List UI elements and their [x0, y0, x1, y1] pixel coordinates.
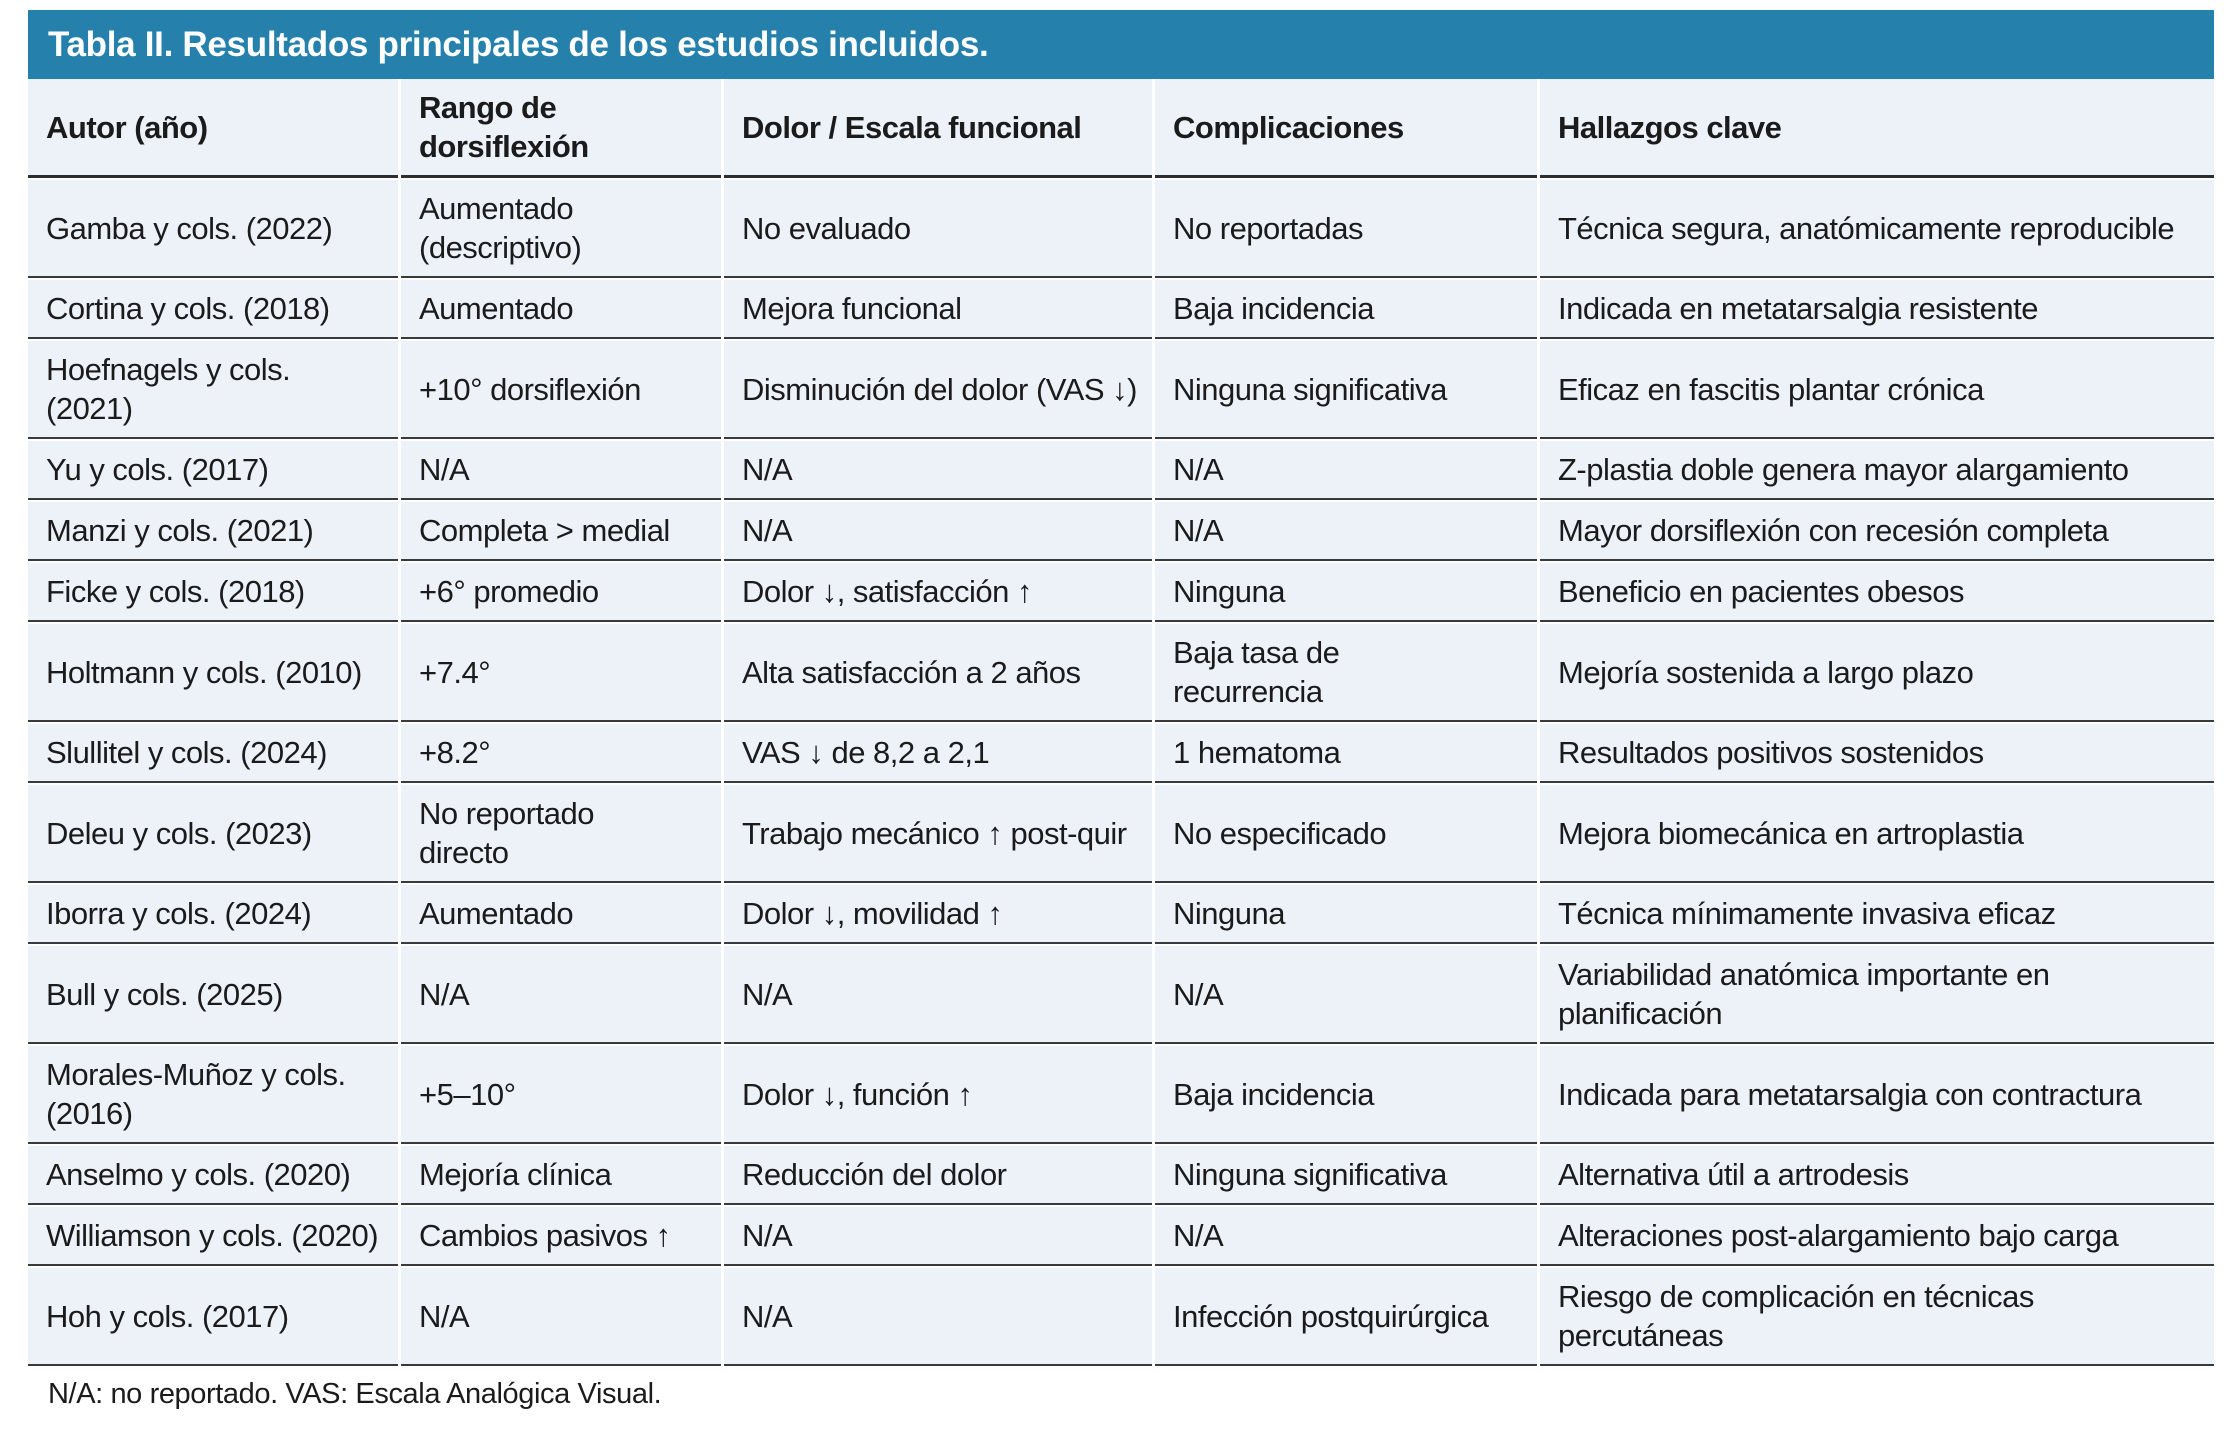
- cell-hallazgos: Indicada para metatarsalgia con contractura: [1540, 1046, 2214, 1144]
- table-row: [28, 1146, 2214, 1205]
- cell-autor: Hoefnagels y cols. (2021): [28, 341, 398, 439]
- table-title: Tabla II. Resultados principales de los estudios incluidos.: [28, 10, 2214, 79]
- cell-complicaciones: N/A: [1155, 441, 1537, 500]
- cell-rango: +7.4°: [401, 624, 721, 722]
- cell-autor: Ficke y cols. (2018): [28, 563, 398, 622]
- cell-complicaciones: Ninguna significativa: [1155, 341, 1537, 439]
- table-row: [28, 1207, 2214, 1266]
- cell-complicaciones: Ninguna: [1155, 563, 1537, 622]
- table-footnote: N/A: no reportado. VAS: Escala Analógica Visual.: [48, 1378, 662, 1410]
- cell-autor: Gamba y cols. (2022): [28, 180, 398, 278]
- table-row: [28, 502, 2214, 561]
- cell-autor: Iborra y cols. (2024): [28, 885, 398, 944]
- cell-dolor: N/A: [724, 946, 1152, 1044]
- cell-complicaciones: N/A: [1155, 946, 1537, 1044]
- cell-hallazgos: Técnica segura, anatómicamente reproducible: [1540, 180, 2214, 278]
- cell-rango: Mejoría clínica: [401, 1146, 721, 1205]
- table-row: [28, 624, 2214, 722]
- cell-complicaciones: Infección postquirúrgica: [1155, 1268, 1537, 1366]
- cell-rango: Aumentado (descriptivo): [401, 180, 721, 278]
- cell-dolor: Disminución del dolor (VAS ↓): [724, 341, 1152, 439]
- cell-autor: Bull y cols. (2025): [28, 946, 398, 1044]
- table-row: [28, 724, 2214, 783]
- cell-autor: Manzi y cols. (2021): [28, 502, 398, 561]
- column-header-dolor-escala: Dolor / Escala funcional: [724, 79, 1152, 178]
- cell-rango: +10° dorsiflexión: [401, 341, 721, 439]
- cell-complicaciones: N/A: [1155, 502, 1537, 561]
- cell-rango: N/A: [401, 441, 721, 500]
- results-table: [28, 10, 2214, 1411]
- cell-autor: Williamson y cols. (2020): [28, 1207, 398, 1266]
- cell-autor: Morales-Muñoz y cols. (2016): [28, 1046, 398, 1144]
- column-header-hallazgos: Hallazgos clave: [1540, 79, 2214, 178]
- cell-rango: +8.2°: [401, 724, 721, 783]
- cell-dolor: N/A: [724, 441, 1152, 500]
- cell-hallazgos: Técnica mínimamente invasiva eficaz: [1540, 885, 2214, 944]
- cell-hallazgos: Mejoría sostenida a largo plazo: [1540, 624, 2214, 722]
- table-row: [28, 280, 2214, 339]
- cell-dolor: Dolor ↓, función ↑: [724, 1046, 1152, 1144]
- cell-hallazgos: Eficaz en fascitis plantar crónica: [1540, 341, 2214, 439]
- cell-complicaciones: Baja incidencia: [1155, 280, 1537, 339]
- cell-hallazgos: Alternativa útil a artrodesis: [1540, 1146, 2214, 1205]
- cell-autor: Hoh y cols. (2017): [28, 1268, 398, 1366]
- cell-dolor: Reducción del dolor: [724, 1146, 1152, 1205]
- table-row: [28, 946, 2214, 1044]
- cell-dolor: N/A: [724, 1268, 1152, 1366]
- table-row: [28, 1268, 2214, 1366]
- cell-rango: +6° promedio: [401, 563, 721, 622]
- column-header-autor: Autor (año): [28, 79, 398, 178]
- cell-rango: Aumentado: [401, 885, 721, 944]
- cell-autor: Holtmann y cols. (2010): [28, 624, 398, 722]
- table-header-row: [28, 79, 2214, 178]
- cell-complicaciones: No reportadas: [1155, 180, 1537, 278]
- table-row: [28, 885, 2214, 944]
- cell-autor: Anselmo y cols. (2020): [28, 1146, 398, 1205]
- cell-autor: Cortina y cols. (2018): [28, 280, 398, 339]
- cell-autor: Slullitel y cols. (2024): [28, 724, 398, 783]
- table-row: [28, 563, 2214, 622]
- cell-complicaciones: Baja incidencia: [1155, 1046, 1537, 1144]
- cell-complicaciones: N/A: [1155, 1207, 1537, 1266]
- cell-complicaciones: Ninguna: [1155, 885, 1537, 944]
- cell-hallazgos: Indicada en metatarsalgia resistente: [1540, 280, 2214, 339]
- cell-autor: Yu y cols. (2017): [28, 441, 398, 500]
- cell-dolor: N/A: [724, 502, 1152, 561]
- cell-rango: +5–10°: [401, 1046, 721, 1144]
- table-row: [28, 441, 2214, 500]
- table-row: [28, 785, 2214, 883]
- cell-rango: No reportado directo: [401, 785, 721, 883]
- cell-dolor: Mejora funcional: [724, 280, 1152, 339]
- cell-rango: Aumentado: [401, 280, 721, 339]
- cell-dolor: Trabajo mecánico ↑ post-quir: [724, 785, 1152, 883]
- cell-dolor: No evaluado: [724, 180, 1152, 278]
- table-row: [28, 341, 2214, 439]
- cell-dolor: Alta satisfacción a 2 años: [724, 624, 1152, 722]
- cell-dolor: Dolor ↓, satisfacción ↑: [724, 563, 1152, 622]
- cell-dolor: N/A: [724, 1207, 1152, 1266]
- cell-hallazgos: Z-plastia doble genera mayor alargamiento: [1540, 441, 2214, 500]
- cell-hallazgos: Variabilidad anatómica importante en planificación: [1540, 946, 2214, 1044]
- cell-dolor: VAS ↓ de 8,2 a 2,1: [724, 724, 1152, 783]
- cell-autor: Deleu y cols. (2023): [28, 785, 398, 883]
- cell-complicaciones: Ninguna significativa: [1155, 1146, 1537, 1205]
- cell-hallazgos: Riesgo de complicación en técnicas percutáneas: [1540, 1268, 2214, 1366]
- column-header-complicaciones: Complicaciones: [1155, 79, 1537, 178]
- cell-hallazgos: Alteraciones post-alargamiento bajo carga: [1540, 1207, 2214, 1266]
- cell-complicaciones: No especificado: [1155, 785, 1537, 883]
- table-row: [28, 1046, 2214, 1144]
- cell-hallazgos: Beneficio en pacientes obesos: [1540, 563, 2214, 622]
- column-header-rango-dorsiflexion: Rango de dorsiflexión: [401, 79, 721, 178]
- cell-rango: N/A: [401, 1268, 721, 1366]
- cell-hallazgos: Resultados positivos sostenidos: [1540, 724, 2214, 783]
- cell-hallazgos: Mejora biomecánica en artroplastia: [1540, 785, 2214, 883]
- cell-complicaciones: Baja tasa de recurrencia: [1155, 624, 1537, 722]
- cell-hallazgos: Mayor dorsiflexión con recesión completa: [1540, 502, 2214, 561]
- table-row: [28, 180, 2214, 278]
- cell-dolor: Dolor ↓, movilidad ↑: [724, 885, 1152, 944]
- cell-complicaciones: 1 hematoma: [1155, 724, 1537, 783]
- cell-rango: N/A: [401, 946, 721, 1044]
- cell-rango: Completa > medial: [401, 502, 721, 561]
- cell-rango: Cambios pasivos ↑: [401, 1207, 721, 1266]
